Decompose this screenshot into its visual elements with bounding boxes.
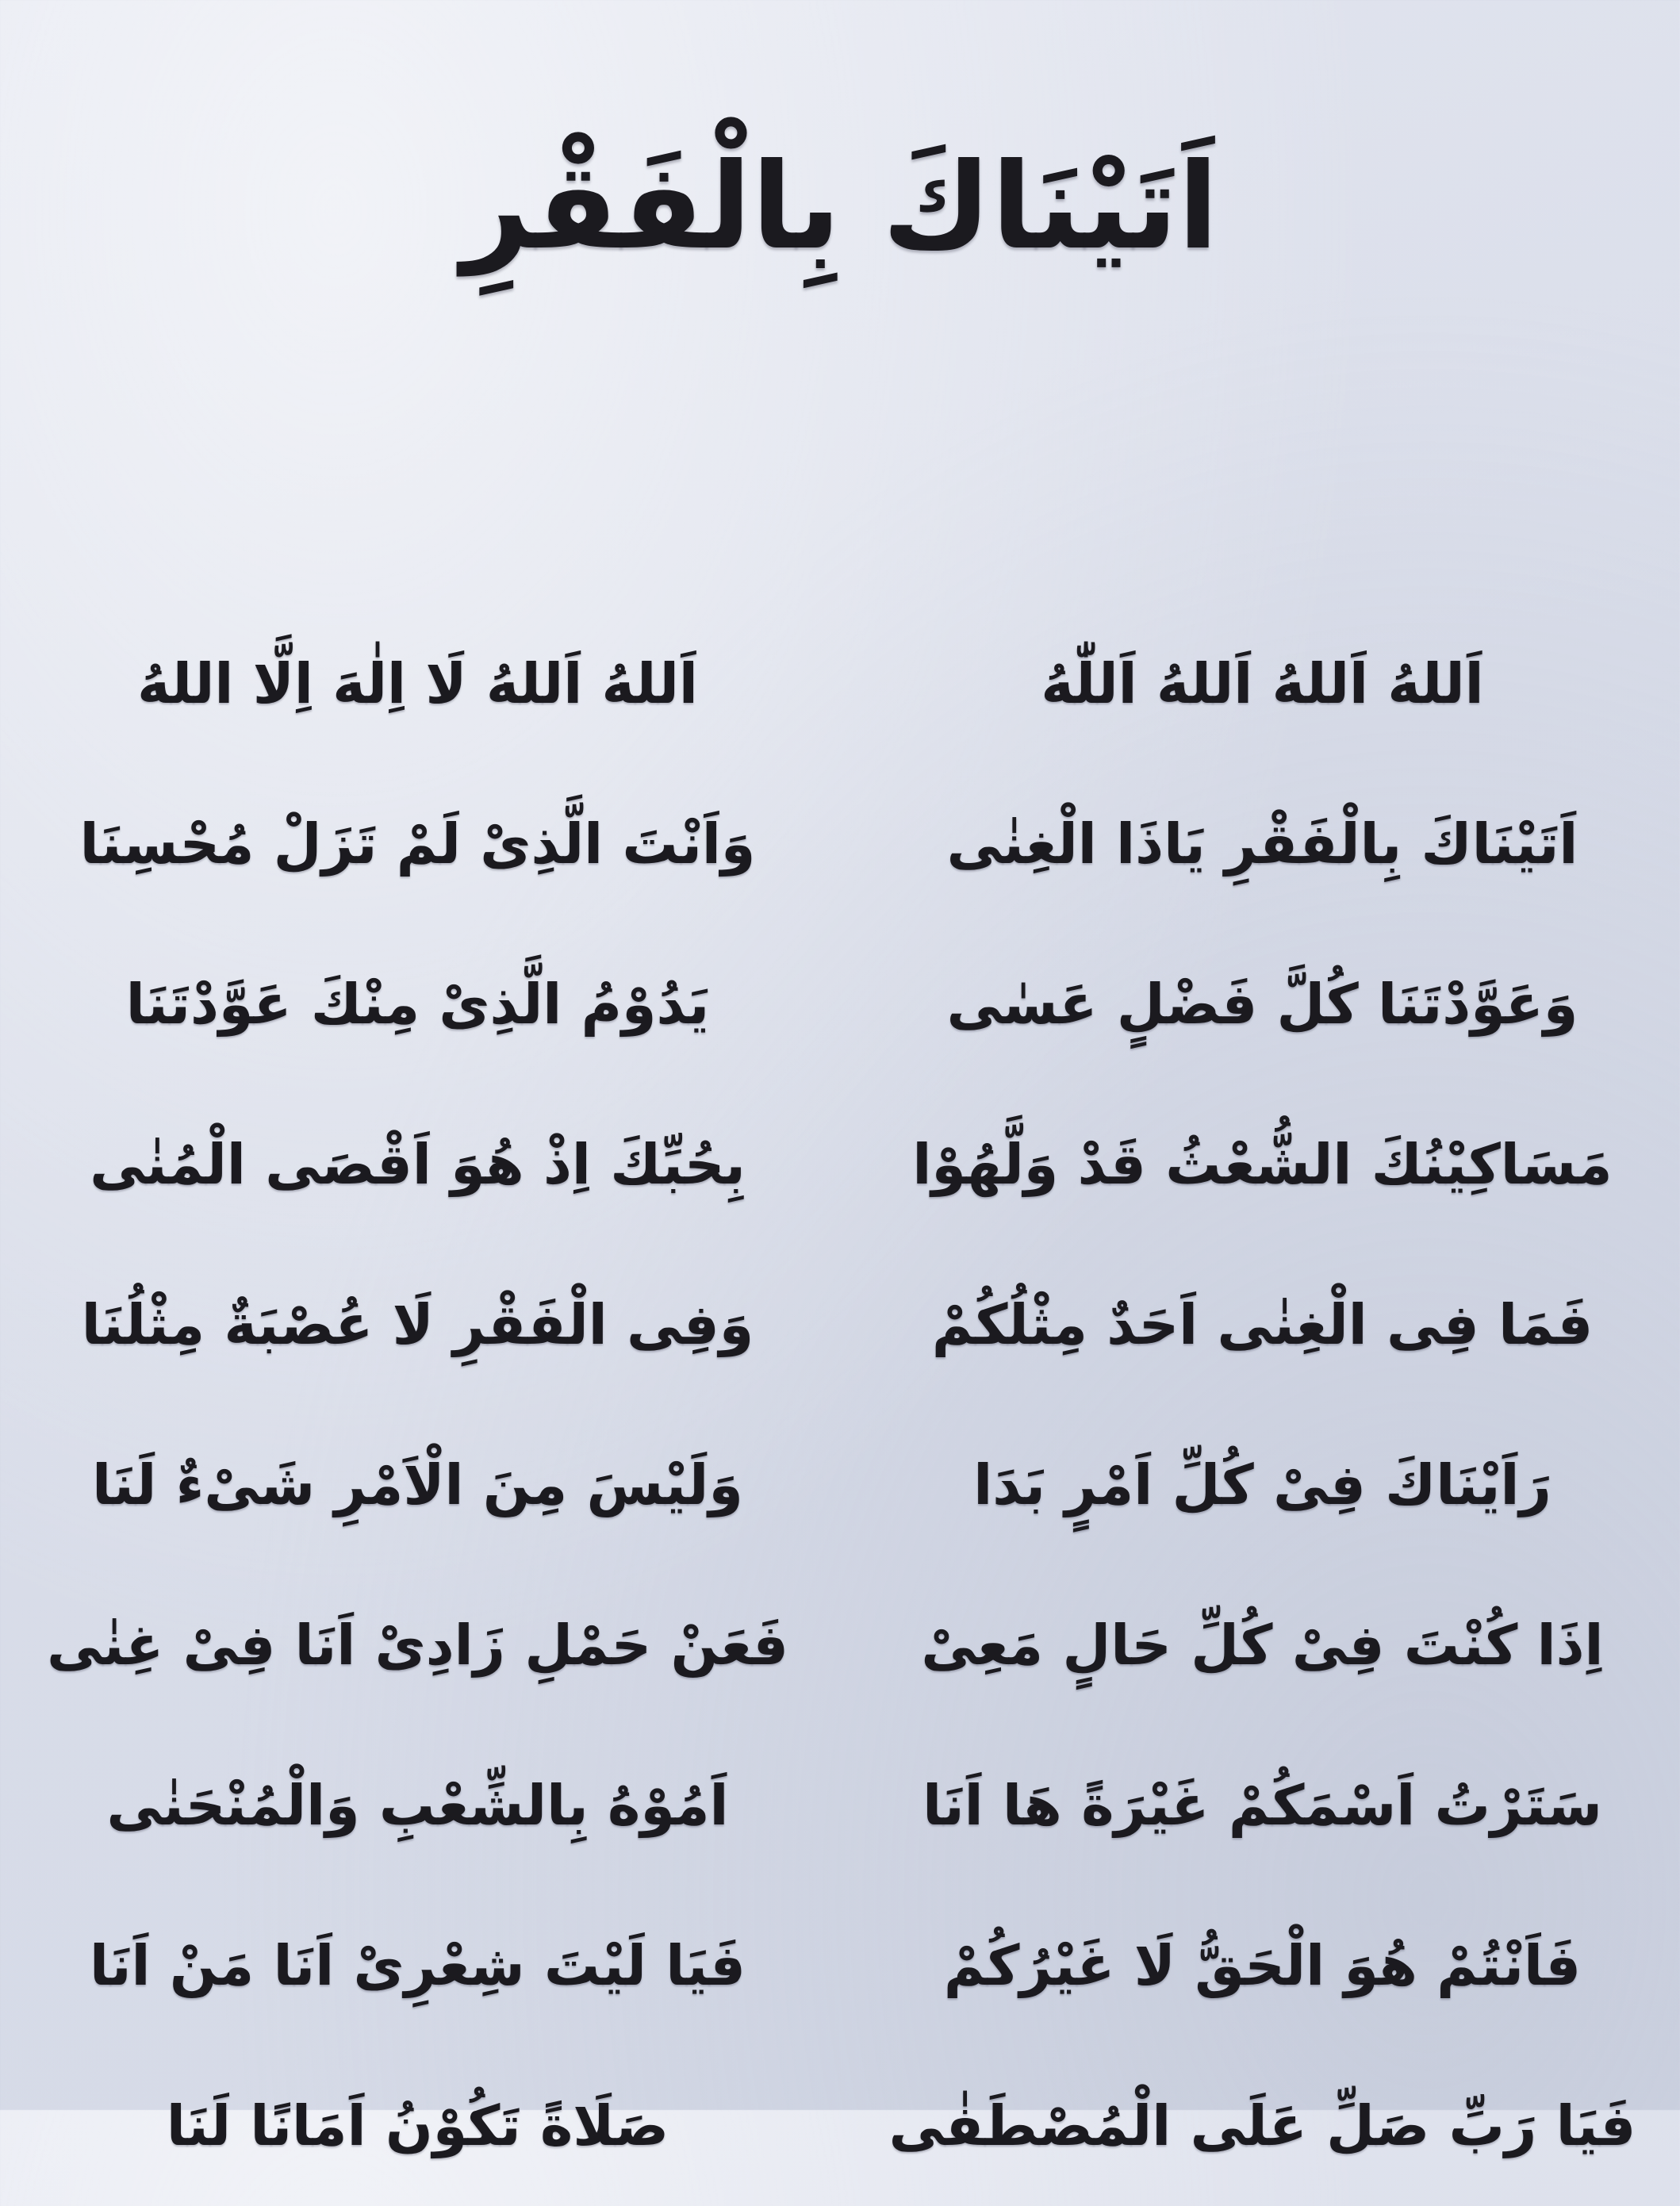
hemistich-left: اَمُوْهُ بِالشِّعْبِ وَالْمُنْحَنٰى: [106, 1772, 729, 1838]
hemistich-left: وَاَنْتَ الَّذِىْ لَمْ تَزَلْ مُحْسِنَا: [79, 811, 756, 877]
verse-row: [0, 1405, 1680, 1565]
verse-row: [0, 1886, 1680, 2046]
verse-row: [0, 1565, 1680, 1725]
hemistich-right: فَيَا رَبِّ صَلِّ عَلَى الْمُصْطَفٰى: [888, 2093, 1636, 2158]
hemistich-left: فَعَنْ حَمْلِ زَادِىْ اَنَا فِىْ غِنٰى: [47, 1612, 788, 1678]
verse-row: [0, 764, 1680, 924]
hemistich-right: فَمَا فِى الْغِنٰى اَحَدٌ مِثْلُكُمْ: [931, 1291, 1594, 1357]
scanned-poem-page: [0, 80, 1680, 2190]
poem-body: [0, 358, 1680, 2206]
hemistich-right: وَعَوَّدْتَنَا كُلَّ فَضْلٍ عَسٰى: [946, 971, 1578, 1037]
verse-row: [0, 1084, 1680, 1245]
verse-row: [0, 924, 1680, 1084]
hemistich-left: بِحُبِّكَ اِذْ هُوَ اَقْصَى الْمُنٰى: [90, 1131, 746, 1197]
hemistich-left: يَدُوْمُ الَّذِىْ مِنْكَ عَوَّدْتَنَا: [125, 971, 710, 1037]
hemistich-left: وَفِى الْفَقْرِ لَا عُصْبَةٌ مِثْلُنَا: [81, 1291, 754, 1357]
hemistich-left: صَلَاةً تَكُوْنُ اَمَانًا لَنَا: [166, 2093, 669, 2158]
verse-row: [0, 604, 1680, 764]
hemistich-left: اَللهُ اَللهُ لَا اِلٰهَ اِلَّا اللهُ: [137, 650, 698, 716]
hemistich-right: فَاَنْتُمْ هُوَ الْحَقُّ لَا غَيْرُكُمْ: [943, 1932, 1582, 1998]
hemistich-right: اِذَا كُنْتَ فِىْ كُلِّ حَالٍ مَعِىْ: [921, 1612, 1604, 1678]
hemistich-left: وَلَيْسَ مِنَ الْاَمْرِ شَىْءٌ لَنَا: [92, 1452, 743, 1517]
hemistich-right: سَتَرْتُ اَسْمَكُمْ غَيْرَةً هَا اَنَا: [922, 1772, 1602, 1838]
hemistich-right: اَللهُ اَللهُ اَللهُ اَللّٰهُ: [1041, 650, 1484, 716]
hemistich-left: فَيَا لَيْتَ شِعْرِىْ اَنَا مَنْ اَنَا: [89, 1932, 746, 1998]
poem-title: اَتَيْنَاكَ بِالْفَقْرِ: [461, 137, 1219, 276]
verse-row: [0, 1245, 1680, 1405]
hemistich-right: رَاَيْنَاكَ فِىْ كُلِّ اَمْرٍ بَدَا: [973, 1452, 1552, 1517]
hemistich-right: مَسَاكِيْنُكَ الشُّعْثُ قَدْ وَلَّهُوْا: [912, 1131, 1613, 1197]
verse-row: [0, 2046, 1680, 2206]
hemistich-right: اَتَيْنَاكَ بِالْفَقْرِ يَاذَا الْغِنٰى: [946, 811, 1578, 877]
verse-row: [0, 1725, 1680, 1886]
